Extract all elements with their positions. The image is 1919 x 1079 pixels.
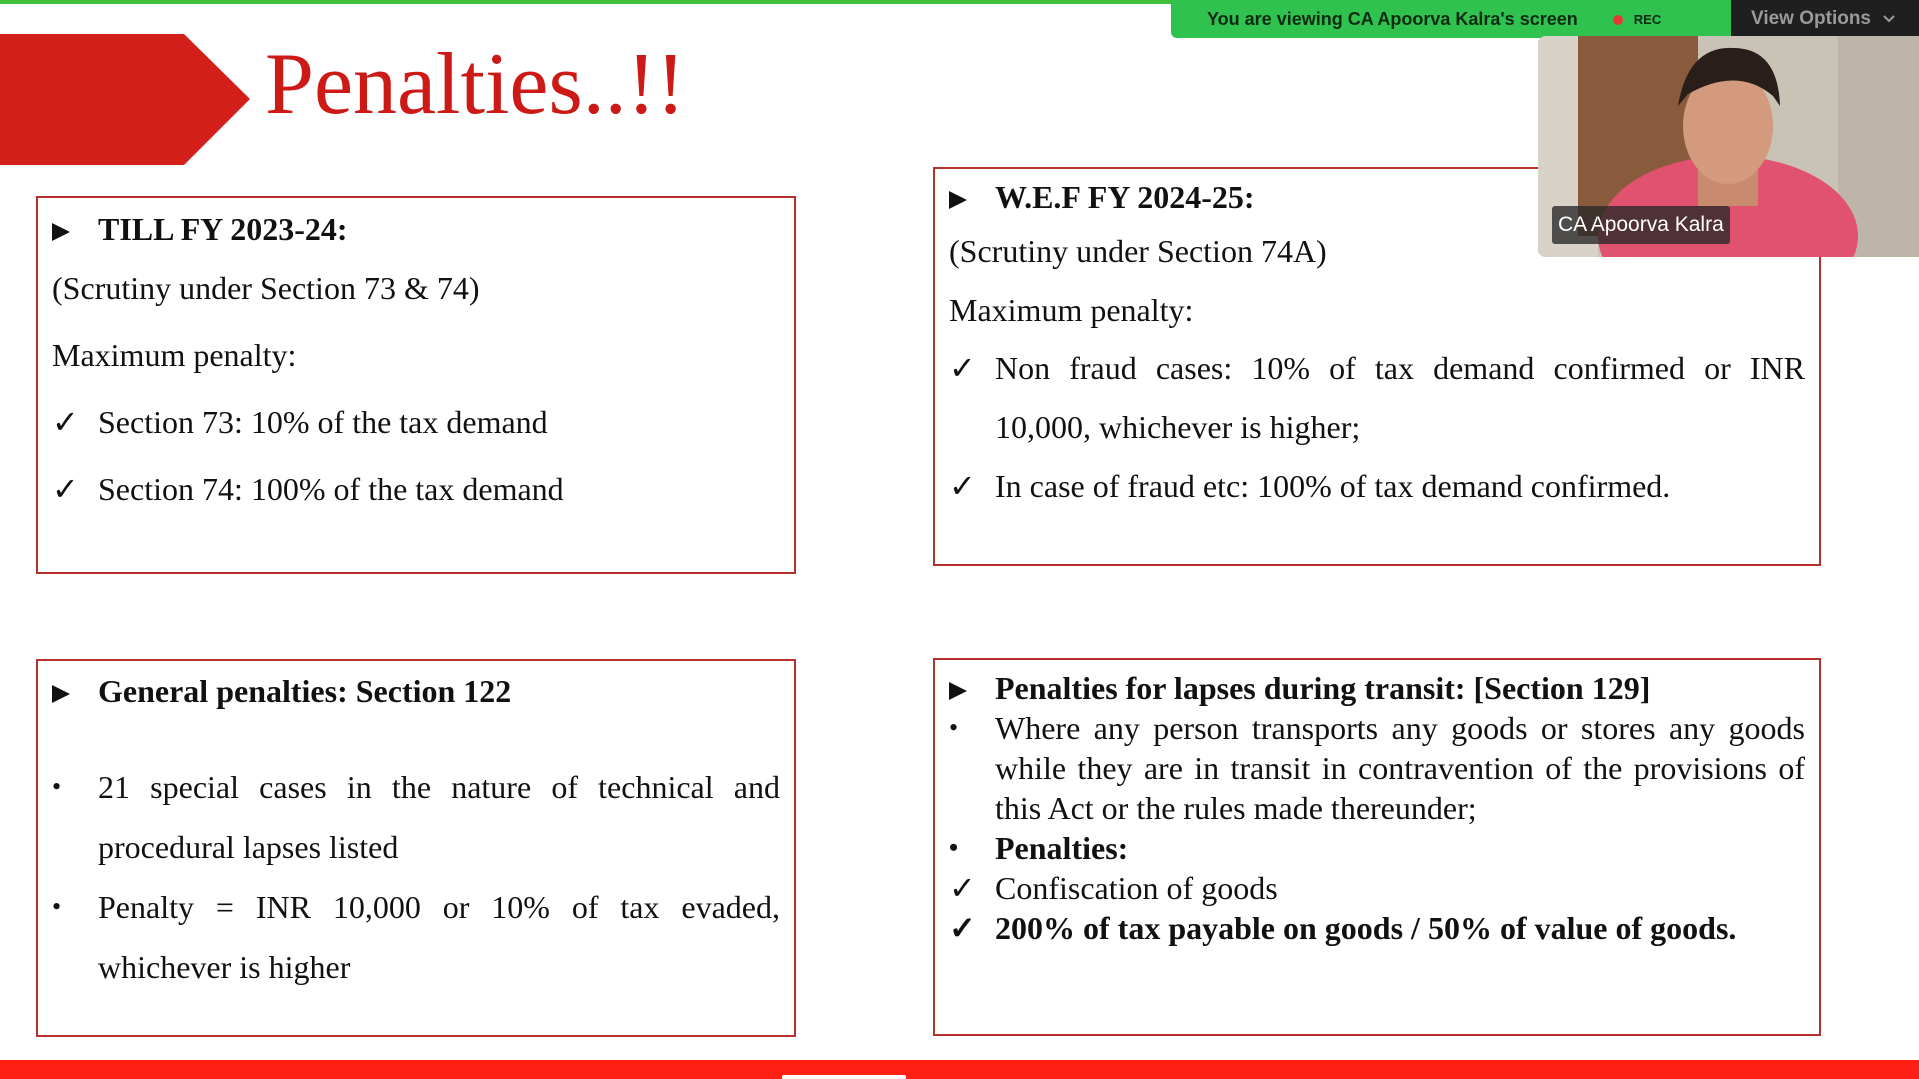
participant-name-tag: CA Apoorva Kalra (1552, 206, 1730, 244)
till-heading: TILL FY 2023-24: (98, 211, 348, 247)
check-icon: ✓ (949, 350, 976, 386)
chevron-down-icon (1882, 14, 1896, 24)
transit-item-1: Confiscation of goods (995, 870, 1278, 906)
wef-item-1: Non fraud cases: 10% of tax demand confirmed or INR 10,000, whichever is higher; (995, 350, 1805, 445)
general-item-2: Penalty = INR 10,000 or 10% of tax evaded, whichever is higher (98, 889, 780, 985)
till-item-2: Section 74: 100% of the tax demand (98, 471, 564, 507)
recording-label: REC (1633, 12, 1662, 28)
slide-title: Penalties..!! (265, 36, 686, 133)
general-item-1: 21 special cases in the nature of technical and procedural lapses listed (98, 769, 780, 865)
check-icon: ✓ (52, 471, 79, 507)
till-heading-row (52, 209, 780, 249)
title-arrow-shape (0, 34, 250, 165)
transit-description: Where any person transports any goods or stores any goods while they are in transit in contravention of the provisions of this Act or the rules made thereunder; (995, 710, 1805, 826)
list-item (52, 402, 780, 442)
bullet-icon: • (949, 713, 959, 742)
list-item (52, 877, 780, 997)
till-item-1: Section 73: 10% of the tax demand (98, 404, 548, 440)
list-item (949, 868, 1805, 908)
box-till-fy-2023-24 (36, 196, 796, 574)
check-icon: ✓ (949, 468, 976, 504)
recording-icon (1613, 15, 1623, 25)
list-item (949, 339, 1805, 457)
list-item (52, 469, 780, 509)
general-heading: General penalties: Section 122 (98, 673, 512, 709)
view-options-label: View Options (1751, 8, 1872, 29)
arrow-bullet-icon (949, 177, 989, 217)
screen-share-banner (1171, 0, 1738, 38)
check-icon: ✓ (949, 870, 976, 906)
list-item (949, 466, 1805, 506)
arrow-bullet-icon (52, 671, 92, 711)
participant-video[interactable] (1538, 36, 1919, 257)
wef-item-2: In case of fraud etc: 100% of tax demand confirmed. (995, 468, 1671, 504)
wef-max-label: Maximum penalty: (949, 292, 1194, 328)
bottom-accent-bar (0, 1060, 1919, 1079)
list-item (52, 757, 780, 877)
box-transit-penalties (933, 658, 1821, 1036)
transit-heading-row (949, 668, 1805, 708)
list-item (949, 908, 1805, 948)
screen-share-banner-text: You are viewing CA Apoorva Kalra's screen (1207, 9, 1578, 29)
transit-item-2: 200% of tax payable on goods / 50% of value of goods. (995, 910, 1737, 946)
wef-subheading: (Scrutiny under Section 74A) (949, 233, 1327, 269)
list-item (949, 708, 1805, 828)
bullet-icon: • (52, 892, 62, 921)
transit-heading: Penalties for lapses during transit: [Section 129] (995, 670, 1651, 706)
check-icon: ✓ (949, 910, 976, 946)
till-subheading: (Scrutiny under Section 73 & 74) (52, 270, 480, 306)
box-general-penalties (36, 659, 796, 1037)
till-max-label: Maximum penalty: (52, 337, 297, 373)
view-options-button[interactable] (1731, 0, 1919, 38)
check-icon: ✓ (52, 404, 79, 440)
list-item (949, 828, 1805, 868)
bullet-icon: • (52, 772, 62, 801)
transit-penalties-label: Penalties: (995, 830, 1129, 866)
wef-heading: W.E.F FY 2024-25: (995, 179, 1255, 215)
bottom-tab-handle[interactable] (782, 1075, 906, 1079)
general-heading-row (52, 671, 780, 711)
arrow-bullet-icon (949, 668, 989, 708)
arrow-bullet-icon (52, 209, 92, 249)
bullet-icon: • (949, 833, 959, 862)
